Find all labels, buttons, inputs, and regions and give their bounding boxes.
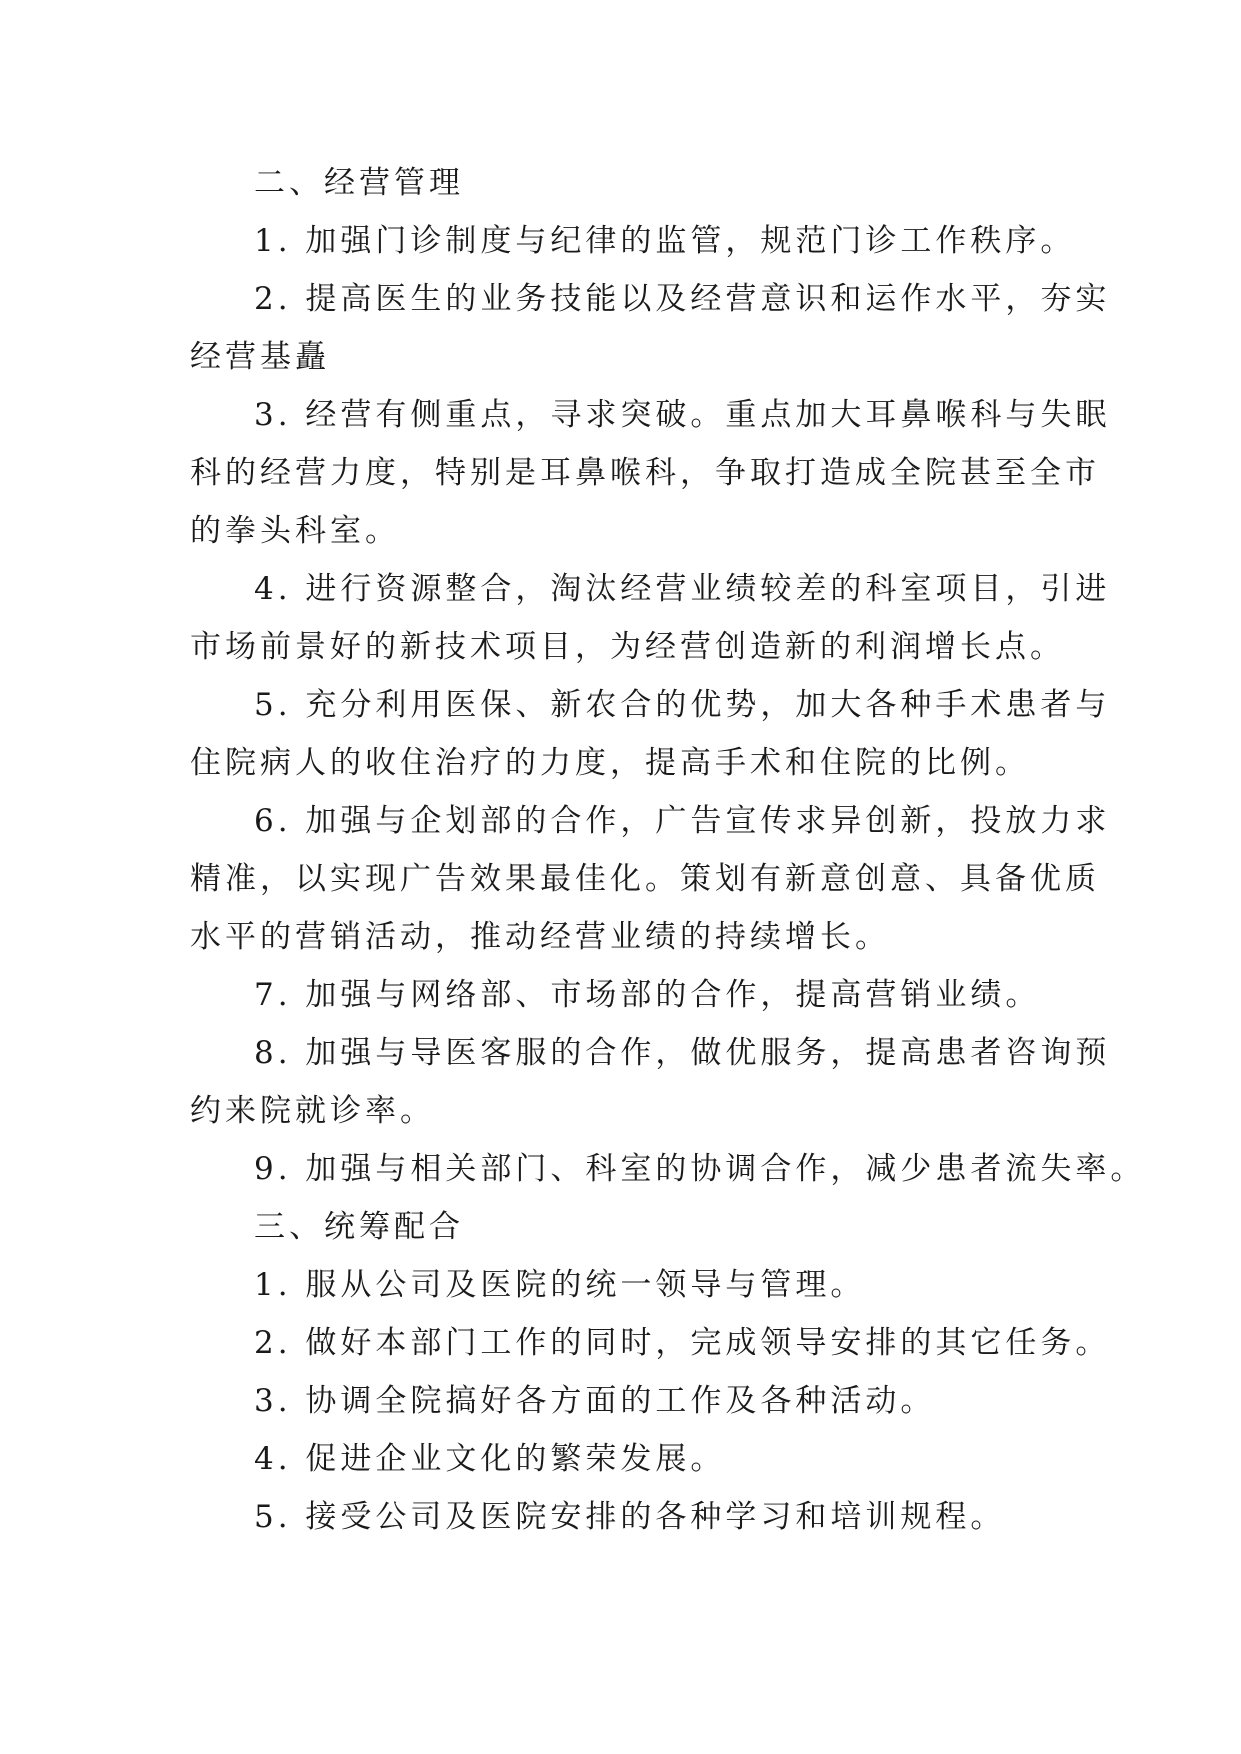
section-heading-coordination: 三、统筹配合: [254, 1209, 464, 1245]
section-management-list: [190, 212, 1146, 1198]
coordination-item: 5. 接受公司及医院安排的各种学习和培训规程。: [254, 1499, 1006, 1535]
paragraph-line: 6. 加强与企划部的合作，广告宣传求异创新，投放力求: [254, 803, 1111, 839]
paragraph-line: 住院病人的收住治疗的力度，提高手术和住院的比例。: [190, 745, 1030, 781]
paragraph-line: 经营基矗: [190, 339, 330, 375]
paragraph-line: 约来院就诊率。: [190, 1093, 435, 1129]
management-item: [190, 1140, 1146, 1198]
paragraph-line: 精准，以实现广告效果最佳化。策划有新意创意、具备优质: [190, 861, 1100, 897]
paragraph-line: 2. 提高医生的业务技能以及经营意识和运作水平，夯实: [254, 281, 1111, 317]
management-item: [190, 676, 1111, 792]
paragraph-line: 4. 进行资源整合，淘汰经营业绩较差的科室项目，引进: [254, 571, 1111, 607]
coordination-item: 2. 做好本部门工作的同时，完成领导安排的其它任务。: [254, 1325, 1111, 1361]
paragraph-line: 9. 加强与相关部门、科室的协调合作，减少患者流失率。: [254, 1151, 1146, 1187]
paragraph-line: 5. 充分利用医保、新农合的优势，加大各种手术患者与: [254, 687, 1111, 723]
paragraph-line: 1. 加强门诊制度与纪律的监管，规范门诊工作秩序。: [254, 223, 1076, 259]
management-item: [190, 270, 1111, 386]
management-item: [190, 386, 1111, 560]
coordination-item: 3. 协调全院搞好各方面的工作及各种活动。: [254, 1383, 936, 1419]
paragraph-line: 3. 经营有侧重点，寻求突破。重点加大耳鼻喉科与失眠: [254, 397, 1111, 433]
paragraph-line: 市场前景好的新技术项目，为经营创造新的利润增长点。: [190, 629, 1065, 665]
paragraph-line: 的拳头科室。: [190, 513, 400, 549]
document-page: [190, 154, 1146, 1546]
paragraph-line: 科的经营力度，特别是耳鼻喉科，争取打造成全院甚至全市: [190, 455, 1100, 491]
management-item: [190, 212, 1076, 270]
management-item: [190, 966, 1070, 1024]
coordination-item: 4. 促进企业文化的繁荣发展。: [254, 1441, 726, 1477]
section-coordination-list: [190, 1256, 1111, 1546]
management-item: [190, 792, 1111, 966]
management-item: [190, 560, 1111, 676]
section-heading-management: 二、经营管理: [254, 165, 464, 201]
management-item: [190, 1024, 1111, 1140]
paragraph-line: 7. 加强与网络部、市场部的合作，提高营销业绩。: [254, 977, 1041, 1013]
paragraph-line: 8. 加强与导医客服的合作，做优服务，提高患者咨询预: [254, 1035, 1111, 1071]
coordination-item: 1. 服从公司及医院的统一领导与管理。: [254, 1267, 866, 1303]
paragraph-line: 水平的营销活动，推动经营业绩的持续增长。: [190, 919, 890, 955]
